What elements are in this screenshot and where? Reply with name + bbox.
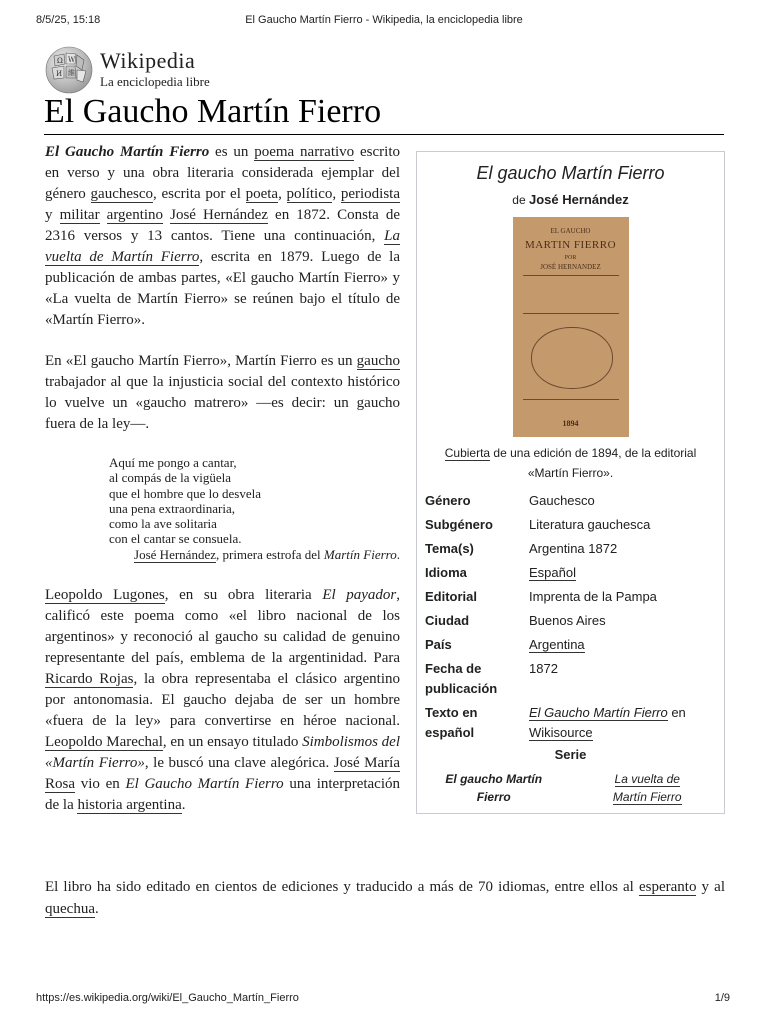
row-label: País (425, 637, 452, 652)
row-label: Tema(s) (425, 541, 474, 556)
reception-paragraph (45, 585, 400, 816)
inline-text: , primera estrofa del (215, 546, 324, 562)
row-label: Subgénero (425, 517, 493, 532)
print-page-number: 1/9 (714, 992, 730, 1004)
inline-link[interactable]: José Hernández (170, 207, 268, 223)
inline-text: , le buscó una clave alegórica. (144, 754, 334, 771)
inline-link[interactable]: gauchesco (90, 186, 153, 202)
infobox-row-fecha (425, 659, 724, 699)
intro-paragraph (45, 142, 400, 331)
row-value: Imprenta de la Pampa (529, 589, 657, 604)
inline-text: El libro ha sido editado en cientos de ediciones y traducido a más de 70 idiomas, entre ellos al (45, 879, 639, 895)
author-link[interactable]: José Hernández (529, 192, 629, 207)
svg-text:W: W (68, 56, 76, 64)
inline-text: de una edición de 1894, de la editorial «Martín Fierro». (490, 446, 697, 480)
inline-text: , la obra representaba el clásico argentino por antonomasia. El gaucho dejaba de ser un hombre «fuera de la ley» para convertirse en héroe nacional. (45, 670, 400, 729)
inline-text (100, 207, 107, 223)
infobox-row-ciudad (425, 611, 724, 631)
poem-line: que el hombre que lo desvela (109, 485, 261, 501)
cover-line: POR (564, 255, 577, 261)
inline-text: El Gaucho Martín Fierro (125, 775, 284, 792)
inline-text: . (181, 796, 186, 813)
row-label: Editorial (425, 589, 478, 604)
print-title: El Gaucho Martín Fierro - Wikipedia, la enciclopedia libre (245, 14, 523, 26)
page-title: El Gaucho Martín Fierro (44, 93, 382, 130)
texto-value (529, 703, 719, 743)
poem-citation (45, 547, 400, 563)
cover-line: EL GAUCHO (550, 227, 591, 235)
print-url: https://es.wikipedia.org/wiki/El_Gaucho_Martín_Fierro (36, 992, 299, 1004)
inline-link[interactable]: periodista (340, 186, 400, 202)
cover-author: JOSÉ HERNANDEZ (540, 263, 601, 271)
inline-text: Martín Fierro (323, 546, 397, 562)
inline-text: en 1872. Consta de 2316 versos y 13 cantos. Tiene una continuación, (45, 207, 401, 244)
inline-text: vio en (75, 775, 126, 792)
inline-text: , escrita por el (153, 186, 246, 202)
row-value: Literatura gauchesca (529, 517, 651, 532)
poem-line: con el cantar se consuela. (109, 531, 242, 547)
inline-link[interactable]: Leopoldo Marechal (45, 733, 163, 750)
cover-divider (523, 313, 619, 314)
serie-nav (417, 770, 724, 806)
inline-link[interactable]: La vuelta de Martín Fierro (45, 228, 400, 265)
inline-text: , calificó este poema como «el libro nacional de los argentinos» y reconoció al gaucho su calidad de genuino representante del país, emblema de la argentinidad. Para (45, 586, 401, 666)
row-label: Fecha de publicación (425, 661, 498, 696)
inline-link[interactable]: militar (59, 207, 100, 223)
inline-link[interactable]: poema narrativo (254, 144, 355, 160)
infobox-title: El gaucho Martín Fierro (476, 163, 665, 183)
inline-link[interactable]: José María Rosa (45, 754, 400, 792)
inline-text: Simbolismos del «Martín Fierro» (45, 733, 401, 771)
poem-quote (109, 455, 400, 547)
serie-heading: Serie (554, 747, 587, 762)
cover-divider (523, 399, 619, 400)
print-datetime: 8/5/25, 15:18 (36, 14, 101, 26)
row-value: Buenos Aires (529, 613, 606, 628)
plot-paragraph (45, 351, 400, 435)
serie-next-link[interactable]: La vuelta de Martín Fierro (612, 772, 682, 804)
inline-text: , (278, 186, 287, 202)
inline-text: una interpretación de la (45, 775, 400, 813)
poem-line: como la ave solitaria (109, 516, 217, 532)
inline-text: y (45, 207, 60, 223)
inline-text: en (667, 705, 686, 720)
infobox-row-idioma (425, 563, 724, 583)
inline-text: , escrita en 1879. Luego de la publicación de ambas partes, «El gaucho Martín Fierro» y «La vuelta de Martín Fierro» se reúnen bajo el título de «Martín Fierro». (45, 249, 400, 328)
inline-text: . (396, 546, 400, 562)
article-left-column (45, 142, 400, 836)
inline-text: En «El gaucho Martín Fierro», Martín Fierro es un (45, 353, 357, 369)
inline-link[interactable]: Wikisource (529, 725, 593, 740)
inline-link[interactable]: Ricardo Rojas (45, 670, 134, 687)
inline-text: y al (696, 879, 725, 895)
inline-link[interactable]: esperanto (638, 879, 697, 895)
inline-text: , en un ensayo titulado (162, 733, 303, 750)
inline-link[interactable]: poeta (245, 186, 279, 202)
inline-text: escrito en verso y una obra literaria considerada ejemplar del género (45, 144, 401, 202)
poem-line: al compás de la vigüela (109, 470, 232, 486)
inline-text: El payador (322, 586, 397, 603)
title-divider (44, 134, 724, 135)
wordmark-text: Wikipedia (100, 48, 196, 73)
row-value: Gauchesco (529, 493, 595, 508)
poem-line: Aquí me pongo a cantar, (109, 455, 237, 470)
inline-link[interactable]: Leopoldo Lugones (45, 586, 165, 603)
inline-link[interactable]: Cubierta (444, 446, 491, 460)
infobox-row-editorial (425, 587, 724, 607)
infobox-row-temas (425, 539, 724, 559)
cover-illustration (531, 327, 613, 389)
infobox-row-texto (425, 703, 724, 743)
infobox-row-pais (425, 635, 724, 655)
cover-divider (523, 275, 619, 276)
infobox-rows (425, 491, 724, 743)
book-cover-image[interactable] (513, 217, 629, 437)
inline-link[interactable]: gaucho (356, 353, 400, 369)
svg-text:Ω: Ω (57, 57, 63, 65)
editions-paragraph (45, 876, 725, 920)
serie-current: El gaucho Martín Fierro (445, 772, 543, 804)
svg-text:И: И (56, 70, 63, 78)
inline-link[interactable]: quechua (45, 901, 95, 917)
infobox-row-genero (425, 491, 724, 511)
wikipedia-wordmark[interactable] (100, 50, 210, 90)
row-value: Argentina 1872 (529, 541, 618, 556)
inline-text: trabajador al que la injusticia social del contexto histórico lo vuelve un «gaucho matrero» —es decir: un gaucho fuera de la ley—. (45, 374, 400, 432)
cover-caption (425, 443, 716, 483)
inline-link[interactable]: argentino (106, 207, 164, 223)
cover-title: MARTIN FIERRO (524, 239, 617, 251)
author-prefix: de (512, 193, 526, 207)
inline-link[interactable]: historia argentina (77, 796, 182, 813)
inline-text: . (94, 901, 99, 917)
inline-text: El Gaucho Martín Fierro (45, 144, 210, 160)
row-value: 1872 (529, 661, 558, 676)
cover-year: 1894 (562, 419, 579, 428)
infobox-row-subgenero (425, 515, 724, 535)
infobox (416, 151, 725, 814)
row-label: Ciudad (425, 613, 470, 628)
inline-text: es un (209, 144, 255, 160)
inline-text: , (332, 186, 341, 202)
row-label: Texto en español (425, 705, 478, 740)
inline-link[interactable]: José Hernández (134, 546, 216, 562)
svg-text:維: 維 (68, 69, 75, 77)
inline-link[interactable]: político (286, 186, 333, 202)
row-label: Género (425, 493, 471, 508)
idioma-link[interactable]: Español (529, 565, 576, 580)
row-label: Idioma (425, 565, 467, 580)
pais-link[interactable]: Argentina (529, 637, 585, 652)
inline-text: , en su obra literaria (164, 586, 323, 603)
poem-line: una pena extraordinaria, (109, 500, 235, 516)
wordmark-tagline: La enciclopedia libre (100, 74, 210, 89)
wikipedia-globe-icon[interactable] (42, 44, 100, 94)
inline-link[interactable]: El Gaucho Martín Fierro (529, 705, 668, 720)
infobox-author (417, 192, 724, 207)
